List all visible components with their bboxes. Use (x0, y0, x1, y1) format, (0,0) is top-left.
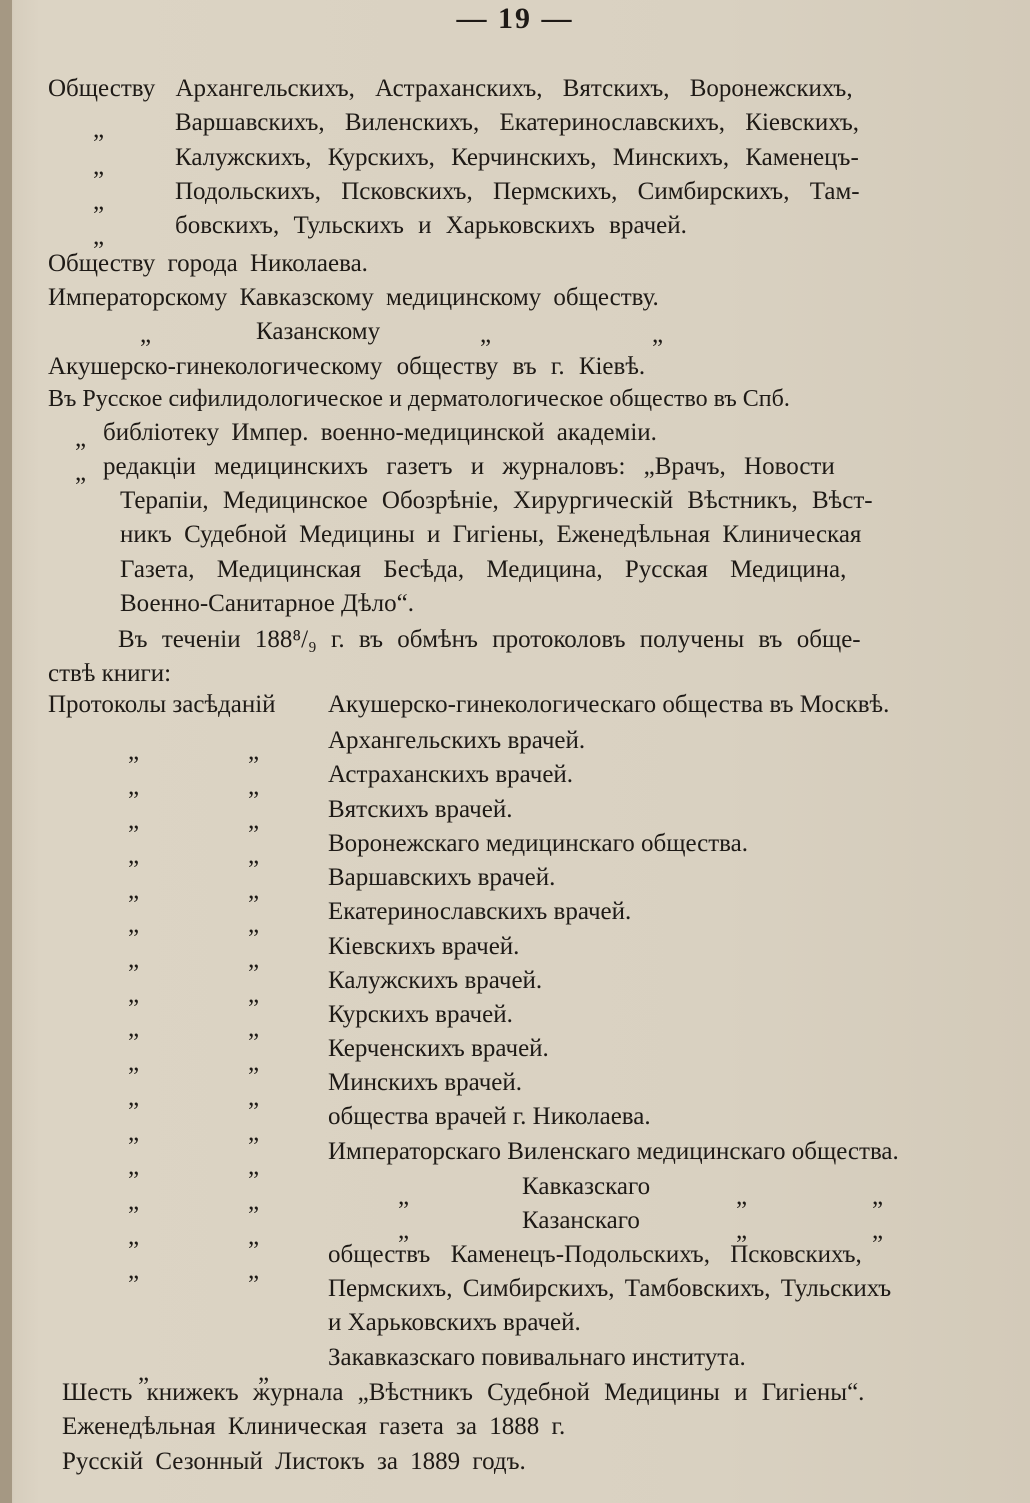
ditto-mark: „ (248, 738, 260, 765)
ditto-mark: „ (398, 1183, 410, 1210)
ditto-mark: „ (248, 946, 260, 973)
protocol-item: Керченскихъ врачей. (328, 1035, 549, 1062)
ditto-mark: „ (248, 1015, 260, 1042)
protocol-item: Вятскихъ врачей. (328, 796, 513, 823)
ditto-mark: „ (248, 1257, 260, 1284)
ditto-mark: „ (140, 321, 152, 348)
ditto-mark: „ (872, 1183, 884, 1210)
text-line: редакціи медицинскихъ газетъ и журналовъ: „Врачъ, Новости (103, 453, 835, 480)
ditto-mark: „ (93, 153, 105, 180)
protocol-item: Екатеринославскихъ врачей. (328, 898, 632, 925)
page-number: — 19 — (456, 2, 574, 35)
ditto-mark: „ (248, 1223, 260, 1250)
protocol-item: Воронежскаго медицинскаго общества. (328, 830, 749, 857)
text-line: Въ Русское сифилидологическое и дерматологическое общество въ Спб. (48, 386, 790, 412)
protocol-item: и Харьковскихъ врачей. (328, 1309, 581, 1336)
ditto-mark: „ (248, 911, 260, 938)
text-line: Акушерско-гинекологическому обществу въ г. Кіевѣ. (48, 353, 646, 380)
text-line: Газета, Медицинская Бесѣда, Медицина, Русская Медицина, (120, 556, 847, 583)
ditto-mark: „ (248, 773, 260, 800)
ditto-mark: „ (128, 738, 140, 765)
text-line: Обществу города Николаева. (48, 250, 368, 277)
text-line: бовскихъ, Тульскихъ и Харьковскихъ врачей. (175, 212, 687, 239)
ditto-mark: „ (75, 459, 87, 486)
ditto-mark: „ (398, 1217, 410, 1244)
text-line: Подольскихъ, Псковскихъ, Пермскихъ, Симбирскихъ, Там- (175, 178, 860, 205)
text-line: ствѣ книги: (48, 660, 172, 687)
ditto-mark: „ (258, 1359, 270, 1386)
ditto-mark: „ (93, 188, 105, 215)
text-line: Варшавскихъ, Виленскихъ, Екатеринославскихъ, Кіевскихъ, (175, 109, 860, 136)
ditto-mark: „ (248, 1119, 260, 1146)
ditto-mark: „ (128, 1223, 140, 1250)
ditto-mark: „ (248, 877, 260, 904)
ditto-mark: „ (128, 981, 140, 1008)
protocols-lead: Протоколы засѣданій (48, 691, 276, 718)
protocol-item: общества врачей г. Николаева. (328, 1103, 651, 1130)
ditto-mark: „ (128, 877, 140, 904)
text-line: Терапіи, Медицинское Обозрѣніе, Хирургическій Вѣстникъ, Вѣст- (120, 487, 873, 514)
protocol-item: Закавказскаго повивальнаго института. (328, 1344, 746, 1371)
protocol-item: Казанскаго (522, 1207, 640, 1234)
ditto-mark: „ (248, 1188, 260, 1215)
book-spine (0, 0, 12, 1503)
ditto-mark: „ (93, 116, 105, 143)
protocol-item: Кіевскихъ врачей. (328, 933, 520, 960)
protocol-item: Астраханскихъ врачей. (328, 761, 574, 788)
protocol-item: Архангельскихъ врачей. (328, 727, 586, 754)
ditto-mark: „ (128, 842, 140, 869)
text-line: Военно-Санитарное Дѣло“. (120, 590, 414, 617)
ditto-mark: „ (93, 223, 105, 250)
protocol-item: Пермскихъ, Симбирскихъ, Тамбовскихъ, Тульскихъ (328, 1275, 892, 1302)
protocol-item: Кавказскаго (522, 1173, 651, 1200)
protocol-item: Императорскаго Виленскаго медицинскаго общества. (328, 1138, 899, 1165)
ditto-mark: „ (128, 773, 140, 800)
ditto-mark: „ (128, 1257, 140, 1284)
ditto-mark: „ (248, 1153, 260, 1180)
ditto-mark: „ (736, 1217, 748, 1244)
ditto-mark: „ (248, 807, 260, 834)
text-line: Русскій Сезонный Листокъ за 1889 годъ. (62, 1448, 526, 1475)
text-line: библіотеку Импер. военно-медицинской академіи. (103, 419, 657, 446)
ditto-mark: „ (652, 321, 664, 348)
ditto-mark: „ (128, 911, 140, 938)
ditto-mark: „ (128, 946, 140, 973)
protocol-item: Курскихъ врачей. (328, 1001, 513, 1028)
protocol-item: Акушерско-гинекологическаго общества въ Москвѣ. (328, 691, 890, 718)
ditto-mark: „ (248, 842, 260, 869)
text-line: Шесть книжекъ журнала „Вѣстникъ Судебной Медицины и Гигіены“. (62, 1379, 865, 1406)
ditto-mark: „ (128, 1084, 140, 1111)
ditto-mark: „ (480, 321, 492, 348)
ditto-mark: „ (248, 1049, 260, 1076)
protocol-item: Калужскихъ врачей. (328, 967, 543, 994)
ditto-mark: „ (128, 1015, 140, 1042)
ditto-mark: „ (138, 1359, 150, 1386)
protocol-item: обществъ Каменецъ-Подольскихъ, Псковскихъ, (328, 1241, 862, 1268)
text-line: Казанскому (256, 318, 381, 345)
ditto-mark: „ (128, 1119, 140, 1146)
ditto-mark: „ (128, 1049, 140, 1076)
protocol-item: Варшавскихъ врачей. (328, 864, 556, 891)
ditto-mark: „ (872, 1217, 884, 1244)
text-line: никъ Судебной Медицины и Гигіены, Еженедѣльная Клиническая (120, 521, 862, 548)
ditto-mark: „ (128, 1153, 140, 1180)
ditto-mark: „ (75, 425, 87, 452)
text-line: Обществу Архангельскихъ, Астраханскихъ, Вятскихъ, Воронежскихъ, (48, 75, 853, 102)
ditto-mark: „ (128, 807, 140, 834)
text-line: Калужскихъ, Курскихъ, Керчинскихъ, Минскихъ, Каменецъ- (175, 144, 859, 171)
ditto-mark: „ (128, 1188, 140, 1215)
ditto-mark: „ (248, 981, 260, 1008)
text-line: Въ теченіи 188⁸/₉ г. въ обмѣнъ протоколовъ получены въ обще- (118, 626, 861, 653)
ditto-mark: „ (736, 1183, 748, 1210)
protocol-item: Минскихъ врачей. (328, 1069, 523, 1096)
ditto-mark: „ (248, 1084, 260, 1111)
text-line: Еженедѣльная Клиническая газета за 1888 г. (62, 1413, 566, 1440)
text-line: Императорскому Кавказскому медицинскому обществу. (48, 284, 659, 311)
